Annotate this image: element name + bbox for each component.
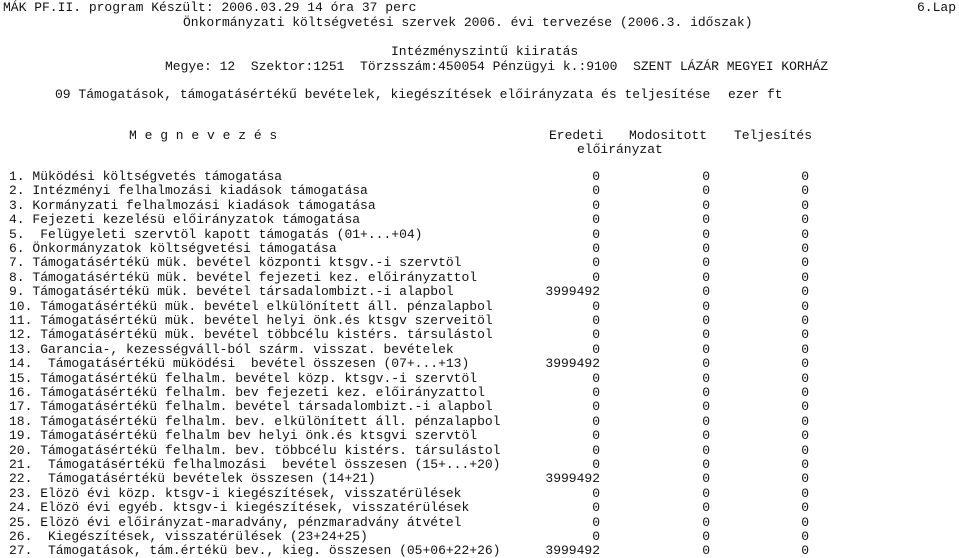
table-row	[0, 500, 959, 515]
row-modified-value: 0	[702, 500, 710, 516]
row-modified-value: 0	[702, 370, 710, 386]
row-modified-value: 0	[702, 298, 710, 314]
row-label: 3. Kormányzati felhalmozási kiadások támogatása	[9, 197, 376, 213]
row-modified-value: 0	[702, 428, 710, 444]
row-original-value: 0	[592, 370, 600, 386]
row-actual-value: 0	[801, 370, 809, 386]
row-original-value: 0	[592, 500, 600, 516]
row-modified-value: 0	[702, 356, 710, 372]
row-actual-value: 0	[801, 183, 809, 199]
row-actual-value: 0	[801, 212, 809, 228]
row-label: 5. Felügyeleti szervtöl kapott támogatás (01+...+04)	[9, 226, 423, 242]
row-actual-value: 0	[801, 529, 809, 544]
row-label: 9. Támogatásértékü mük. bevétel társadalombizt.-i alapbol	[9, 284, 454, 300]
row-original-value: 0	[592, 529, 600, 544]
table-title: 09 Támogatások, támogatásértékű bevételek, kiegészítések előirányzata és teljesítése	[55, 87, 711, 102]
page-number: 6.Lap	[916, 0, 956, 15]
row-actual-value: 0	[801, 197, 809, 213]
row-actual-value: 0	[801, 169, 809, 184]
row-label: 12. Támogatásértékü mük. bevétel többcélu kistérs. társulástol	[9, 327, 493, 343]
row-actual-value: 0	[801, 543, 809, 558]
row-modified-value: 0	[702, 327, 710, 343]
row-original-value: 0	[592, 226, 600, 242]
row-label: 2. Intézményi felhalmozási kiadások támogatása	[9, 183, 368, 199]
row-modified-value: 0	[702, 485, 710, 501]
row-original-value: 0	[592, 341, 600, 357]
row-modified-value: 0	[702, 241, 710, 256]
row-original-value: 0	[592, 269, 600, 285]
report-subtitle: Önkormányzati költségvetési szervek 2006. évi tervezése (2006.3. időszak)	[183, 15, 753, 30]
row-modified-value: 0	[702, 543, 710, 558]
row-original-value: 0	[592, 197, 600, 213]
row-actual-value: 0	[801, 413, 809, 429]
row-modified-value: 0	[702, 471, 710, 487]
row-modified-value: 0	[702, 385, 710, 400]
row-label: 23. Elözö évi közp. ktsgv-i kiegészítések, visszatérülések	[9, 485, 462, 501]
row-original-value: 0	[592, 457, 600, 472]
row-actual-value: 0	[801, 269, 809, 285]
row-label: 20. Támogatásértékü felhalm. bev. többcélu kistérs. társulástol	[9, 442, 501, 458]
row-label: 27. Támogatások, tám.értékü bev., kieg. összesen (05+06+22+26)	[9, 543, 501, 558]
row-actual-value: 0	[801, 385, 809, 400]
row-label: 7. Támogatásértékü mük. bevétel központi ktsgv.-i szervtöl	[9, 255, 462, 271]
row-original-value: 0	[592, 313, 600, 328]
row-modified-value: 0	[702, 413, 710, 429]
row-actual-value: 0	[801, 298, 809, 314]
row-modified-value: 0	[702, 284, 710, 300]
row-label: 8. Támogatásértékü mük. bevétel fejezeti kez. előirányzattol	[9, 269, 478, 285]
row-label: 14. Támogatásértékü müködési bevétel összesen (07+...+13)	[9, 356, 470, 372]
row-modified-value: 0	[702, 457, 710, 472]
row-actual-value: 0	[801, 485, 809, 501]
table-row	[0, 471, 959, 486]
unit-label: ezer ft	[728, 87, 783, 102]
row-original-value: 3999492	[545, 471, 600, 487]
table-row	[0, 313, 959, 328]
table-row	[0, 457, 959, 472]
row-label: 1. Müködési költségvetés támogatása	[9, 169, 283, 184]
table-row	[0, 371, 959, 386]
row-original-value: 3999492	[545, 356, 600, 372]
table-row	[0, 529, 959, 544]
table-row	[0, 399, 959, 414]
row-modified-value: 0	[702, 212, 710, 228]
table-row	[0, 342, 959, 357]
row-label: 10. Támogatásértékü mük. bevétel elkülönített áll. pénzalapbol	[9, 298, 493, 314]
table-row	[0, 183, 959, 198]
row-modified-value: 0	[702, 197, 710, 213]
row-modified-value: 0	[702, 313, 710, 328]
row-label: 26. Kiegészítések, visszatérülések (23+24+25)	[9, 529, 368, 544]
column-header-original-sub: előirányzat	[577, 142, 663, 157]
column-header-name: M e g n e v e z é s	[129, 128, 278, 143]
row-original-value: 0	[592, 212, 600, 228]
column-header-original: Eredeti	[549, 128, 604, 143]
row-label: 15. Támogatásértékü felhalm. bevétel közp. ktsgv.-i szervtöl	[9, 370, 478, 386]
row-original-value: 0	[592, 183, 600, 199]
row-label: 11. Támogatásértékü mük. bevétel helyi önk.és ktsgv szerveitöl	[9, 313, 493, 328]
row-modified-value: 0	[702, 442, 710, 458]
row-label: 17. Támogatásértékü felhalm. bevétel társadalombizt.-i alapbol	[9, 399, 493, 415]
row-actual-value: 0	[801, 341, 809, 357]
row-modified-value: 0	[702, 169, 710, 184]
row-modified-value: 0	[702, 399, 710, 415]
table-row	[0, 169, 959, 184]
table-row	[0, 543, 959, 558]
row-original-value: 3999492	[545, 284, 600, 300]
row-actual-value: 0	[801, 399, 809, 415]
row-label: 19. Támogatásértékü felhalm bev helyi önk.és ktsgvi szervtöl	[9, 428, 478, 444]
column-header-modified: Modositott	[629, 128, 708, 143]
row-label: 25. Elözö évi előirányzat-maradvány, pénzmaradvány átvétel	[9, 514, 462, 530]
row-label: 16. Támogatásértékü felhalm. bev fejezeti kez. előirányzattol	[9, 385, 485, 400]
row-original-value: 0	[592, 298, 600, 314]
row-label: 18. Támogatásértékü felhalm. bev. elkülönített áll. pénzalapbol	[9, 413, 501, 429]
table-row	[0, 212, 959, 227]
row-modified-value: 0	[702, 226, 710, 242]
row-actual-value: 0	[801, 471, 809, 487]
row-actual-value: 0	[801, 500, 809, 516]
row-actual-value: 0	[801, 428, 809, 444]
row-original-value: 0	[592, 485, 600, 501]
row-actual-value: 0	[801, 241, 809, 256]
row-label: 13. Garancia-, kezességváll-ból szárm. visszat. bevételek	[9, 341, 454, 357]
row-actual-value: 0	[801, 313, 809, 328]
row-original-value: 0	[592, 255, 600, 271]
table-row	[0, 327, 959, 342]
row-label: 21. Támogatásértékü felhalmozási bevétel összesen (15+...+20)	[9, 457, 501, 472]
row-original-value: 0	[592, 442, 600, 458]
institution-meta: Megye: 12 Szektor:1251 Törzsszám:450054 Pénzügyi k.:9100 SZENT LÁZÁR MEGYEI KORHÁZ	[165, 59, 829, 74]
row-original-value: 0	[592, 514, 600, 530]
table-row	[0, 486, 959, 501]
row-original-value: 3999492	[545, 543, 600, 558]
table-row	[0, 299, 959, 314]
row-label: 4. Fejezeti kezelésü előirányzatok támogatása	[9, 212, 361, 228]
table-row	[0, 284, 959, 299]
print-info: MÁK PF.II. program Készült: 2006.03.29 14 óra 37 perc	[3, 0, 417, 15]
row-modified-value: 0	[702, 341, 710, 357]
row-actual-value: 0	[801, 356, 809, 372]
row-actual-value: 0	[801, 327, 809, 343]
table-row	[0, 241, 959, 256]
table-row	[0, 443, 959, 458]
report-level: Intézményszintű kiiratás	[391, 44, 579, 59]
row-modified-value: 0	[702, 183, 710, 199]
row-original-value: 0	[592, 385, 600, 400]
row-actual-value: 0	[801, 284, 809, 300]
table-row	[0, 198, 959, 213]
table-row	[0, 414, 959, 429]
table-row	[0, 227, 959, 242]
table-row	[0, 515, 959, 530]
row-actual-value: 0	[801, 255, 809, 271]
row-original-value: 0	[592, 169, 600, 184]
row-original-value: 0	[592, 399, 600, 415]
table-row	[0, 356, 959, 371]
row-label: 24. Elözö évi egyéb. ktsgv-i kiegészítések, visszatérülések	[9, 500, 470, 516]
row-modified-value: 0	[702, 255, 710, 271]
row-modified-value: 0	[702, 514, 710, 530]
row-modified-value: 0	[702, 269, 710, 285]
table-row	[0, 428, 959, 443]
row-original-value: 0	[592, 241, 600, 256]
row-original-value: 0	[592, 413, 600, 429]
row-modified-value: 0	[702, 529, 710, 544]
row-actual-value: 0	[801, 226, 809, 242]
row-label: 6. Önkormányzatok költségvetési támogatása	[9, 241, 337, 256]
row-label: 22. Támogatásértékü bevételek összesen (14+21)	[9, 471, 376, 487]
table-row	[0, 255, 959, 270]
row-actual-value: 0	[801, 457, 809, 472]
table-row	[0, 385, 959, 400]
row-actual-value: 0	[801, 514, 809, 530]
column-header-actual: Teljesítés	[734, 128, 813, 143]
row-actual-value: 0	[801, 442, 809, 458]
table-row	[0, 270, 959, 285]
row-original-value: 0	[592, 428, 600, 444]
row-original-value: 0	[592, 327, 600, 343]
